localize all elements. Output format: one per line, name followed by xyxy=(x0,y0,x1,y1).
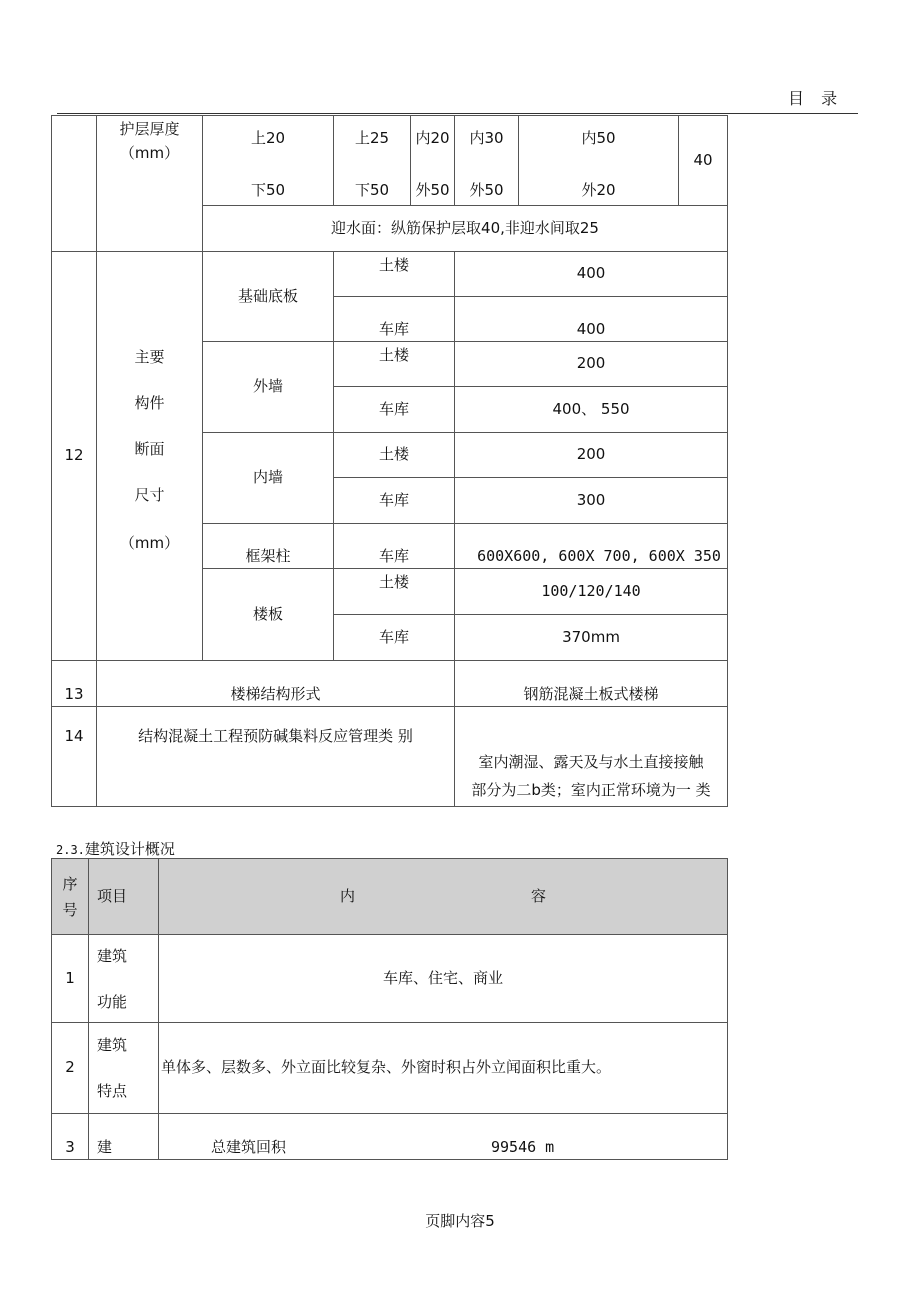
section-number: 2.3. xyxy=(56,843,85,857)
table-row: 1 建筑 功能 车库、住宅、商业 xyxy=(52,935,728,1023)
total-area-label: 总建筑回积 xyxy=(211,1137,287,1156)
group-column: 框架柱 xyxy=(203,524,334,569)
cover-unit: （mm） xyxy=(119,143,180,162)
stair-form-value: 钢筋混凝土板式楼梯 xyxy=(455,661,728,707)
structure-table xyxy=(51,115,728,807)
value-cell: 200 xyxy=(455,342,728,387)
cover-col-5: 内50 外20 xyxy=(519,116,679,206)
cover-thickness-row xyxy=(52,116,728,206)
row-number-12: 12 xyxy=(52,252,97,661)
value-cell: 300 xyxy=(455,478,728,524)
total-area-value: 99546 m xyxy=(491,1137,555,1156)
cover-col-last: 40 xyxy=(679,116,728,206)
table-row: 3 建 总建筑回积 99546 m xyxy=(52,1114,728,1160)
page-header-title: 目 录 xyxy=(788,89,844,108)
header-item: 项目 xyxy=(89,859,159,935)
cover-col-4: 内30 外50 xyxy=(455,116,519,206)
value-cell: 600X600, 600X 700, 600X 350 xyxy=(455,524,728,569)
value-cell: 400、 550 xyxy=(455,387,728,433)
section-title xyxy=(56,838,175,859)
group-foundation: 基础底板 xyxy=(203,252,334,342)
type-cell: 车库 xyxy=(334,297,455,342)
alkali-reaction-value: 室内潮湿、露天及与水土直接接触 部分为二b类；室内正常环境为一 类 xyxy=(455,707,728,807)
group-interior-wall: 内墙 xyxy=(203,433,334,524)
cover-col-1: 上20 下50 xyxy=(203,116,334,206)
header-no: 序 号 xyxy=(52,859,89,935)
section-size-label: 主要 构件 断面 尺寸 （mm） xyxy=(97,252,203,661)
type-cell: 土楼 xyxy=(334,569,455,615)
row-number-14: 14 xyxy=(52,707,97,807)
cover-thickness-label xyxy=(97,116,203,252)
row-number xyxy=(52,116,97,252)
type-cell: 车库 xyxy=(334,524,455,569)
type-cell: 车库 xyxy=(334,387,455,433)
row-number-13: 13 xyxy=(52,661,97,707)
stair-form-label: 楼梯结构形式 xyxy=(97,661,455,707)
type-cell: 车库 xyxy=(334,615,455,661)
cover-col-2: 上25 下50 xyxy=(334,116,411,206)
header-content: 内 容 xyxy=(159,859,728,935)
table-header-row xyxy=(52,859,728,935)
page-footer: 页脚内容5 xyxy=(425,1212,495,1230)
type-cell: 土楼 xyxy=(334,252,455,297)
value-cell: 370mm xyxy=(455,615,728,661)
cover-label: 护层厚度 xyxy=(119,120,180,138)
group-exterior-wall: 外墙 xyxy=(203,342,334,433)
value-cell: 400 xyxy=(455,297,728,342)
value-cell: 400 xyxy=(455,252,728,297)
cover-col-3: 内20 外50 xyxy=(411,116,455,206)
group-slab: 楼板 xyxy=(203,569,334,661)
type-cell: 车库 xyxy=(334,478,455,524)
alkali-reaction-label: 结构混凝土工程预防碱集料反应管理类 别 xyxy=(97,707,455,807)
type-cell: 土楼 xyxy=(334,342,455,387)
header-divider xyxy=(57,113,858,114)
type-cell: 土楼 xyxy=(334,433,455,478)
value-cell: 100/120/140 xyxy=(455,569,728,615)
table-row: 2 建筑 特点 单体多、层数多、外立面比较复杂、外窗时积占外立闻面积比重大。 xyxy=(52,1023,728,1114)
section-title-text: 建筑设计概况 xyxy=(84,840,175,858)
value-cell: 200 xyxy=(455,433,728,478)
cover-note: 迎水面：纵筋保护层取40,非迎水间取25 xyxy=(203,206,728,252)
architecture-table xyxy=(51,858,728,1160)
